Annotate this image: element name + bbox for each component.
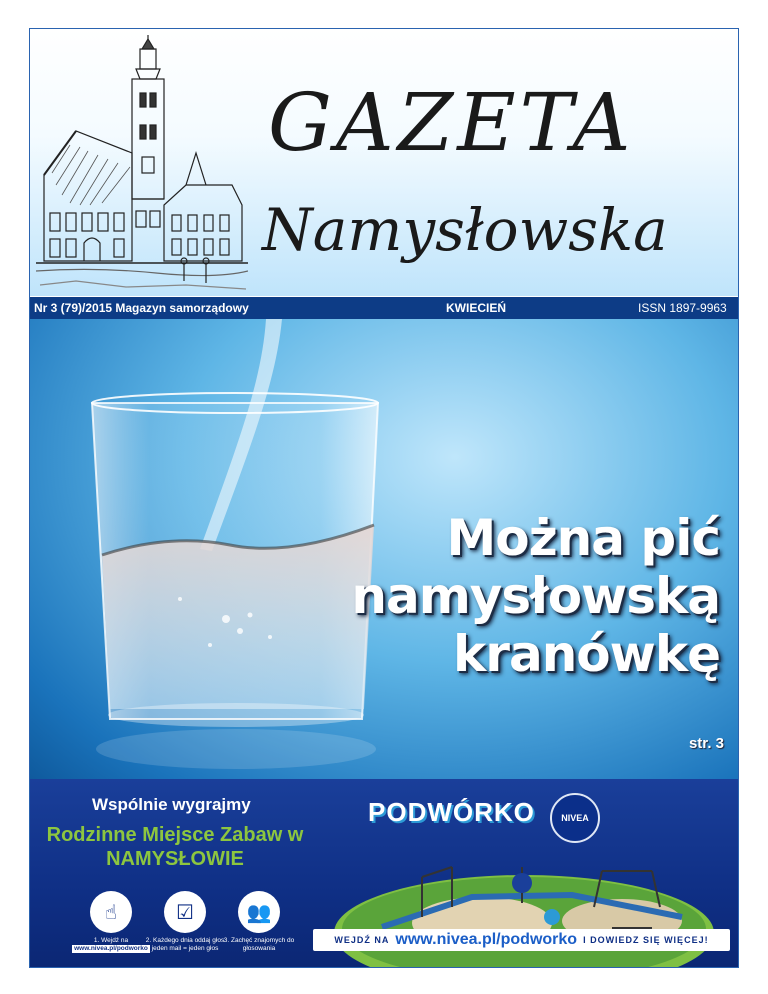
issue-info-bar [30, 297, 738, 319]
ad-tagline: Wspólnie wygrajmy [92, 795, 251, 814]
ad-step-2 [144, 891, 226, 953]
step-text: 1. Wejdź na [93, 937, 129, 944]
masthead-title-gazeta: GAZETA [268, 76, 635, 169]
issn: ISSN 1897-9963 [638, 301, 727, 315]
headline-line: kranówkę [453, 625, 720, 683]
podworko-logo: PODWÓRKO [368, 797, 535, 827]
nivea-logo: NIVEA [550, 793, 600, 843]
people-icon: 👥 [238, 891, 280, 933]
ad-call-to-action[interactable] [313, 929, 730, 951]
headline-line: Można pić [446, 509, 720, 567]
cta-suffix: I DOWIEDZ SIĘ WIĘCEJ! [583, 935, 709, 945]
step-text: 2. Każdego dnia oddaj głos jeden mail = jeden głos [145, 937, 225, 952]
cover-headline [351, 509, 720, 683]
ad-step-3 [218, 891, 300, 953]
step-url[interactable]: www.nivea.pl/podworko [74, 945, 148, 952]
issue-number: Nr 3 (79)/2015 Magazyn samorządowy [34, 301, 249, 315]
cta-url[interactable]: www.nivea.pl/podworko [395, 931, 578, 948]
step-text: 3. Zachęć znajomych do głosowania [223, 937, 295, 952]
headline-line: namysłowską [351, 567, 720, 625]
nivea-advertisement [30, 779, 738, 967]
masthead [30, 29, 738, 296]
hand-pointer-icon: ☝ [90, 891, 132, 933]
masthead-title-namyslowska: Namysłowska [262, 196, 668, 264]
checkbox-icon: ☑ [164, 891, 206, 933]
cover-page [29, 28, 739, 968]
ad-step-1 [70, 891, 152, 953]
page-reference: str. 3 [688, 735, 724, 752]
cta-prefix: WEJDŹ NA [334, 935, 390, 945]
issue-month: KWIECIEŃ [446, 301, 506, 315]
cover-photo [30, 319, 738, 779]
ad-headline: Rodzinne Miejsce Zabaw w NAMYSŁOWIE [46, 824, 304, 870]
town-hall-illustration [36, 35, 248, 297]
